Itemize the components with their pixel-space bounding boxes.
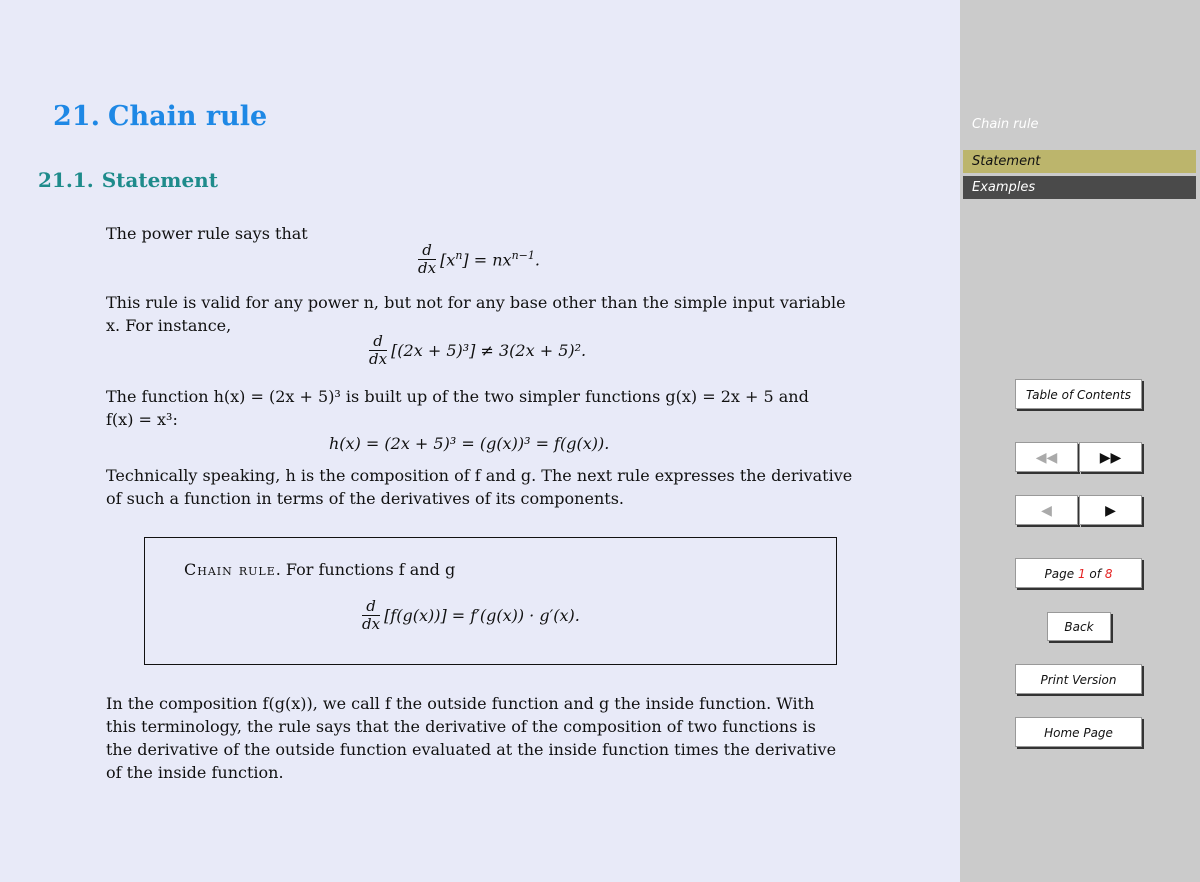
section-title: 21. Chain rule xyxy=(53,101,268,132)
equation-power-rule: $\frac{d}{dx}$ $[x^n] = nx^{n-1}$. xyxy=(418,241,540,277)
chain-rule-statement: Chain rule. For functions f and g xyxy=(184,560,456,579)
subsection-title: 21.1. Statement xyxy=(38,168,218,192)
table-of-contents-button[interactable]: Table of Contents xyxy=(1015,379,1142,409)
equation-composition: h(x) = (2x + 5)³ = (g(x))³ = f(g(x)). xyxy=(329,434,610,453)
intro-text: The power rule says that xyxy=(106,224,308,243)
sidebar-title[interactable]: Chain rule xyxy=(972,117,1039,132)
next-page-icon[interactable]: ▶ xyxy=(1079,495,1142,525)
home-page-button[interactable]: Home Page xyxy=(1015,717,1142,747)
sidebar-item-statement[interactable]: Statement xyxy=(963,150,1196,173)
derivative-fraction: $\frac{d}{dx}$ xyxy=(418,241,437,277)
fast-back-icon[interactable]: ◀◀ xyxy=(1015,442,1078,472)
derivative-fraction: $\frac{d}{dx}$ xyxy=(362,597,381,633)
back-button[interactable]: Back xyxy=(1047,612,1111,641)
sidebar-item-examples[interactable]: Examples xyxy=(963,176,1196,199)
equation-example: $\frac{d}{dx}$ [(2x + 5)³] ≠ 3(2x + 5)². xyxy=(369,332,587,368)
page-indicator: Page 1 of 8 xyxy=(1015,558,1142,588)
prev-page-icon[interactable]: ◀ xyxy=(1015,495,1078,525)
paragraph-3: The function h(x) = (2x + 5)³ is built up of the two simpler functions g(x) = 2x + 5 and f(x) = x³: xyxy=(106,387,809,429)
paragraph-5: In the composition f(g(x)), we call f the outside function and g the inside function. With this terminology, the rule says that the derivative of the composition of two functions is the derivative of the outside function evaluated at the inside function times the derivative of the inside function. xyxy=(106,694,837,782)
paragraph-4: Technically speaking, h is the composition of f and g. The next rule expresses the derivative of such a function in terms of the derivatives of its components. xyxy=(106,466,853,508)
derivative-fraction: $\frac{d}{dx}$ xyxy=(369,332,388,368)
paragraph-2: This rule is valid for any power n, but not for any base other than the simple input variable x. For instance, xyxy=(106,293,846,335)
sidebar xyxy=(960,0,1200,882)
fast-forward-icon[interactable]: ▶▶ xyxy=(1079,442,1142,472)
equation-chain-rule: $\frac{d}{dx}$ [f(g(x))] = f′(g(x)) · g′(x). xyxy=(362,597,580,633)
print-version-button[interactable]: Print Version xyxy=(1015,664,1142,694)
